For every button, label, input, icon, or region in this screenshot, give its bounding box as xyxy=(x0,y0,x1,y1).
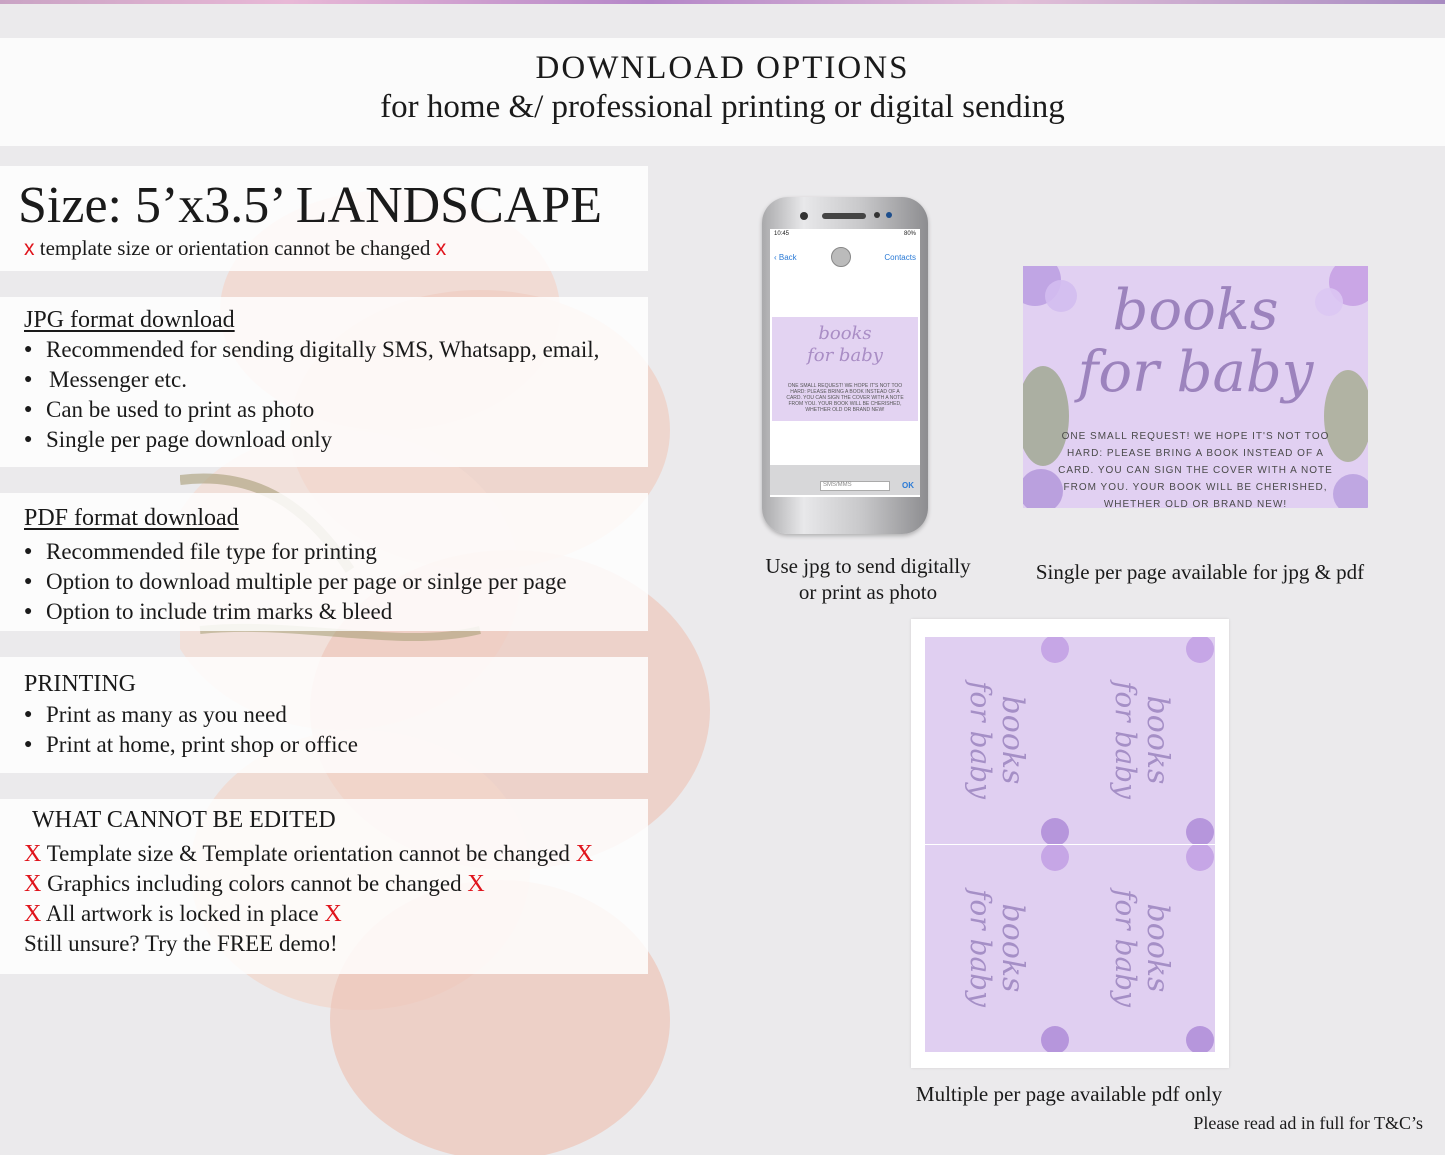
multiple-caption: Multiple per page available pdf only xyxy=(915,1082,1223,1106)
back-link[interactable]: ‹ Back xyxy=(774,252,797,262)
edit-title: WHAT CANNOT BE EDITED xyxy=(32,807,336,833)
multi-per-page-sheet xyxy=(911,619,1229,1068)
svg-text:books: books xyxy=(1140,903,1175,993)
card-text: ONE SMALL REQUEST! WE HOPE IT'S NOT TOO HARD: PLEASE BRING A BOOK INSTEAD OF A CARD. YOU CAN SIGN THE COVER WITH A NOTE FROM YOU. YOUR BOOK WILL BE CHERISHED, WHETHER OLD OR BRAND NEW! xyxy=(1058,431,1333,508)
edit-line: X Graphics including colors cannot be changed X xyxy=(24,871,485,897)
jpg-list xyxy=(24,335,599,455)
sensor-icon xyxy=(886,212,892,218)
sms-input[interactable]: SMS/MMS xyxy=(820,481,890,491)
demo-line: Still unsure? Try the FREE demo! xyxy=(24,931,338,956)
speaker-icon xyxy=(822,213,866,219)
status-battery: 80% xyxy=(903,231,916,237)
pdf-list xyxy=(24,537,567,627)
size-panel xyxy=(0,166,648,271)
svg-text:for baby: for baby xyxy=(964,889,997,1007)
jpg-title: JPG format download xyxy=(24,307,235,333)
x-mark-icon: X xyxy=(24,871,42,897)
pdf-title: PDF format download xyxy=(24,505,239,531)
pdf-panel xyxy=(0,493,648,631)
svg-text:books: books xyxy=(1140,695,1175,785)
status-time: 10:45 xyxy=(774,231,790,237)
list-item: ● Print as many as you need xyxy=(24,700,358,730)
page-header xyxy=(0,38,1445,146)
svg-text:for baby: for baby xyxy=(1109,889,1142,1007)
list-item: ● Single per page download only xyxy=(24,425,599,455)
x-mark-icon: X xyxy=(467,871,485,897)
edit-line: X All artwork is locked in place X xyxy=(24,901,342,927)
sensor-icon xyxy=(874,212,880,218)
x-mark-icon: x xyxy=(24,237,35,260)
avatar xyxy=(831,247,851,267)
size-note xyxy=(24,236,446,261)
message-nav xyxy=(774,247,916,267)
contacts-link[interactable]: Contacts xyxy=(884,252,916,262)
single-caption: Single per page available for jpg & pdf xyxy=(1035,560,1365,584)
camera-icon xyxy=(800,212,808,220)
sheet-card xyxy=(925,845,1070,1052)
svg-text:books: books xyxy=(995,903,1030,993)
size-title: Size: 5’x3.5’ LANDSCAPE xyxy=(18,177,603,234)
mini-card-script: books for baby xyxy=(807,323,883,366)
mini-card-preview xyxy=(772,317,918,421)
top-decorative-stripe xyxy=(0,0,1445,4)
sheet-card xyxy=(925,637,1070,844)
status-bar xyxy=(774,231,916,237)
edit-lines xyxy=(24,839,593,959)
x-mark-icon: X xyxy=(24,901,42,927)
size-note-text: template size or orientation cannot be changed xyxy=(39,236,431,260)
list-item: ● Recommended file type for printing xyxy=(24,537,567,567)
sheet-card xyxy=(1070,637,1215,844)
list-item: ● Option to download multiple per page or sinlge per page xyxy=(24,567,567,597)
jpg-panel xyxy=(0,297,648,467)
x-mark-icon: X xyxy=(24,841,42,867)
printing-list xyxy=(24,700,358,760)
phone-screen xyxy=(770,229,920,497)
single-card-preview xyxy=(1023,266,1368,508)
header-subtitle: for home &/ professional printing or digital sending xyxy=(380,89,1065,125)
list-item: ● Can be used to print as photo xyxy=(24,395,599,425)
list-item: ● Print at home, print shop or office xyxy=(24,730,358,760)
card-script-title: books for baby xyxy=(1077,278,1314,405)
mini-card-text: ONE SMALL REQUEST! WE HOPE IT'S NOT TOO HARD: PLEASE BRING A BOOK INSTEAD OF A CARD. YOU CAN SIGN THE COVER WITH A NOTE FROM YOU. YOUR BOOK WILL BE CHERISHED, WHETHER OLD OR BRAND NEW! xyxy=(786,383,904,413)
x-mark-icon: X xyxy=(575,841,594,867)
list-item: ● Option to include trim marks & bleed xyxy=(24,597,567,627)
printing-panel xyxy=(0,657,648,773)
footnote: Please read ad in full for T&C’s xyxy=(1193,1113,1423,1133)
svg-text:books: books xyxy=(995,695,1030,785)
x-mark-icon: x xyxy=(435,237,447,260)
printing-title: PRINTING xyxy=(24,671,136,697)
sheet-card xyxy=(1070,845,1215,1052)
phone-mockup xyxy=(762,197,928,534)
edit-line: X Template size & Template orientation cannot be changed X xyxy=(24,841,594,867)
header-title: DOWNLOAD OPTIONS xyxy=(535,50,910,86)
list-item: ● Messenger etc. xyxy=(24,365,599,395)
svg-text:for baby: for baby xyxy=(964,681,997,799)
phone-caption: Use jpg to send digitally or print as photo xyxy=(765,554,971,604)
list-item: ● Recommended for sending digitally SMS, Whatsapp, email, xyxy=(24,335,599,365)
edit-panel xyxy=(0,799,648,974)
x-mark-icon: X xyxy=(324,901,342,927)
ok-button[interactable]: OK xyxy=(902,481,914,490)
svg-text:for baby: for baby xyxy=(1109,681,1142,799)
